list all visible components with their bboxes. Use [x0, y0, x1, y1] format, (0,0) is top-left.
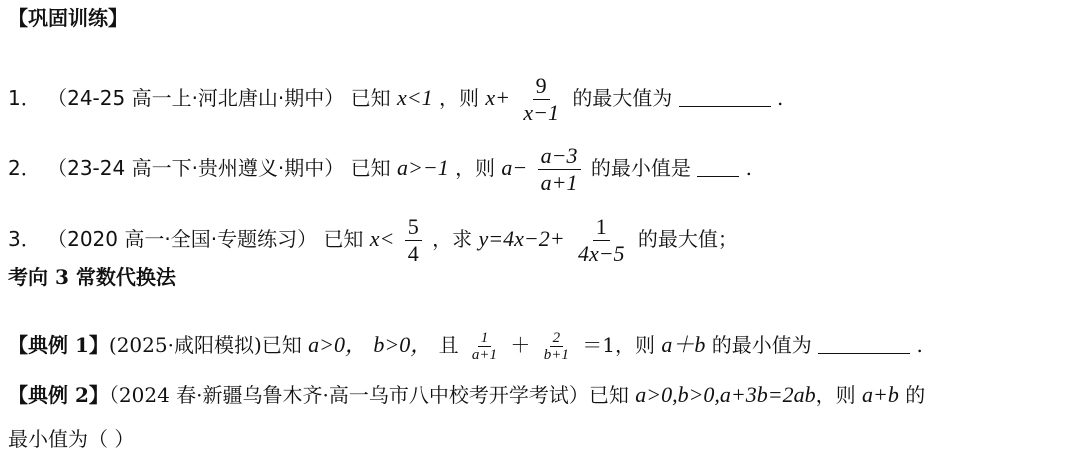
fraction-numerator: 1	[478, 330, 492, 347]
problem-text: 的最大值；	[637, 227, 738, 251]
condition-math: a>0，	[308, 332, 367, 357]
problem-text: 已知	[350, 156, 391, 180]
example-end: .	[916, 333, 923, 357]
section-title: 【巩固训练】	[8, 6, 128, 30]
fraction-denominator: a+1	[540, 170, 578, 195]
problem-source: （2020 高一·全国·专题练习）	[47, 227, 318, 251]
answer-blank[interactable]	[818, 333, 910, 354]
problem-end: .	[745, 156, 752, 180]
fraction	[520, 73, 562, 126]
fraction-denominator: 4	[407, 241, 419, 266]
problem-source: （23-24 高一下·贵州遵义·期中）	[47, 156, 345, 180]
plus-sign: ＋	[510, 333, 531, 357]
problem-text: ，则	[455, 156, 496, 180]
problem-3	[8, 214, 738, 267]
answer-blank[interactable]	[679, 86, 771, 107]
fraction-numerator: 1	[593, 214, 610, 241]
problem-text: 已知	[323, 227, 364, 251]
target-math: a＋b	[661, 332, 706, 357]
example-source: (2025·咸阳模拟)	[108, 333, 262, 357]
expression-math: x+	[485, 85, 510, 110]
example-text: 的	[905, 383, 926, 407]
example-label: 【典例 2】	[8, 383, 109, 407]
problem-text: ，则	[438, 86, 479, 110]
example-2-continuation: 最小值为（ ）	[8, 427, 135, 451]
fraction-numerator: 2	[550, 330, 564, 347]
condition-fraction	[405, 214, 422, 267]
example-text: ＝1，则	[582, 333, 655, 357]
expression-math: y=4x−2+	[478, 226, 565, 251]
method-heading: 考向 3 常数代换法	[8, 265, 176, 289]
condition-math: a>−1	[397, 155, 449, 180]
problem-number: 3．	[8, 227, 41, 251]
problem-text: ，求	[432, 227, 473, 251]
problem-source: （24-25 高一上·河北唐山·期中）	[47, 86, 345, 110]
example-text: 已知	[588, 383, 629, 407]
problem-text: 的最大值为	[572, 86, 673, 110]
problem-1	[8, 73, 783, 126]
fraction-numerator: 9	[533, 73, 550, 100]
fraction	[538, 143, 581, 196]
example-text: 的最小值为	[711, 333, 812, 357]
problem-number: 2．	[8, 156, 41, 180]
problem-2	[8, 143, 752, 196]
example-text: 已知	[261, 333, 302, 357]
problem-end: .	[777, 86, 784, 110]
problem-text: 的最小值是	[590, 156, 691, 180]
condition-math: x<1	[397, 85, 433, 110]
fraction-denominator: x−1	[523, 100, 559, 125]
fraction-numerator: a−3	[538, 143, 581, 170]
condition-math: x<	[369, 226, 395, 251]
fraction	[541, 330, 572, 363]
example-text: ，则	[815, 383, 856, 407]
fraction	[575, 214, 628, 267]
example-1	[8, 330, 923, 363]
fraction-denominator: 4x−5	[577, 241, 625, 266]
example-label: 【典例 1】	[8, 333, 109, 357]
expression-math: a−	[501, 155, 528, 180]
example-source: （2024 春·新疆乌鲁木齐·高一乌市八中校考开学考试）	[108, 383, 589, 407]
problem-text: 已知	[350, 86, 391, 110]
condition-math: b>0，	[373, 332, 433, 357]
condition-math: a>0,b>0,a+3b=2ab	[635, 382, 816, 407]
target-math: a+b	[861, 382, 899, 407]
fraction	[469, 330, 500, 363]
fraction-denominator: b+1	[543, 347, 569, 363]
answer-blank[interactable]	[697, 156, 739, 177]
example-2	[8, 383, 925, 407]
fraction-numerator: 5	[405, 214, 422, 241]
example-text: 且	[438, 333, 459, 357]
fraction-denominator: a+1	[471, 347, 498, 363]
problem-number: 1．	[8, 86, 41, 110]
